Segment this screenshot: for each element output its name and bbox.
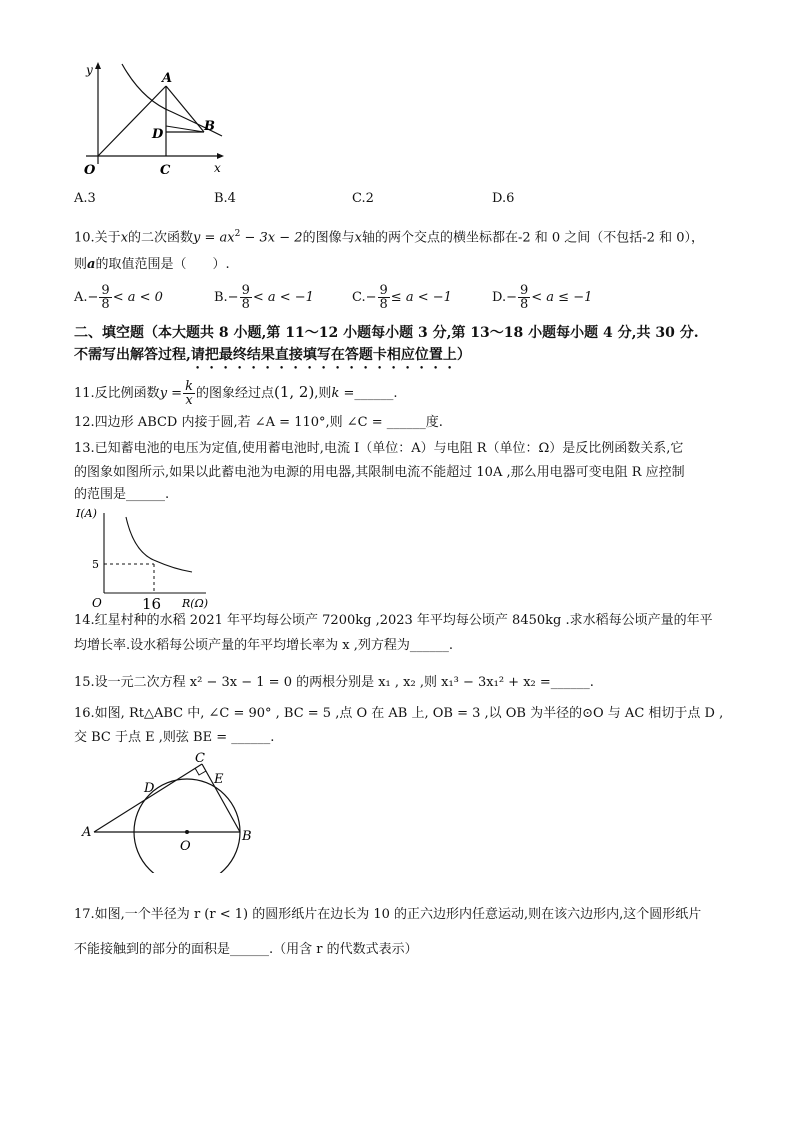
segment-AB <box>166 86 204 132</box>
segment-AC <box>94 764 202 832</box>
q17-line-2: 不能接触到的部分的面积是______.（用含 r 的代数式表示） <box>74 942 418 957</box>
label-y: y <box>86 63 93 77</box>
q9-option-b: B.4 <box>214 191 236 206</box>
section-2-instructions: 不需写出解答过程,请把最终结果直接填写在答题卡相应位置上） <box>74 347 471 363</box>
section-2-title: 二、填空题（本大题共 8 小题,第 11～12 小题每小题 3 分,第 13～18 小题每小题 4 分,共 30 分. <box>74 325 699 341</box>
segment-OA <box>98 86 166 156</box>
label-B: B <box>242 829 252 844</box>
label-C: C <box>195 751 205 766</box>
q10-option-d: D.− $\frac{9}{8}$ < a ≤ −1 <box>492 283 593 312</box>
q10-option-b: B.− $\frac{9}{8}$ < a < −1 <box>214 283 314 312</box>
q14-line-1: 14.红星村种的水稻 2021 年平均每公顷产 7200kg ,2023 年平均每公顷产 8450kg .求水稻每公顷产量的年平 <box>74 613 713 628</box>
q10-option-a: A.− $\frac{9}{8}$ < a < 0 <box>74 283 163 312</box>
q9-option-a: A.3 <box>74 191 96 206</box>
label-O: O <box>84 163 96 178</box>
q16-figure <box>80 748 260 873</box>
q13-line-3: 的范围是______. <box>74 487 170 502</box>
q13-line-1: 13.已知蓄电池的电压为定值,使用蓄电池时,电流 I（单位：A）与电阻 R（单位：Ω）是反比例函数关系,它 <box>74 441 684 456</box>
label-I: I(A) <box>76 507 97 520</box>
x-axis-arrow-icon <box>217 153 224 159</box>
q9-option-d: D.6 <box>492 191 515 206</box>
label-C: C <box>160 163 171 178</box>
q10-option-c: C.− $\frac{9}{8}$ ≤ a < −1 <box>352 283 452 312</box>
q13-line-2: 的图象如图所示,如果以此蓄电池为电源的用电器,其限制电流不能超过 10A ,那么用电器可变电阻 R 应控制 <box>74 465 685 480</box>
label-x: x <box>214 161 221 175</box>
q16-line-2: 交 BC 于点 E ,则弦 BE = ______. <box>74 730 275 745</box>
q9-figure <box>72 60 232 180</box>
q12: 12.四边形 ABCD 内接于圆,若 ∠A = 110°,则 ∠C = ______度. <box>74 415 443 430</box>
label-5: 5 <box>92 558 99 571</box>
label-D: D <box>144 781 155 796</box>
q16-line-1: 16.如图, Rt△ABC 中, ∠C = 90° , BC = 5 ,点 O 在 AB 上, OB = 3 ,以 OB 为半径的⊙O 与 AC 相切于点 D , <box>74 706 724 721</box>
q17-line-1: 17.如图,一个半径为 r (r < 1) 的圆形纸片在边长为 10 的正六边形内任意运动,则在该六边形内,这个圆形纸片 <box>74 907 702 922</box>
segment-OB <box>166 126 204 132</box>
q11: 11.反比例函数y = $\frac{k}{x}$ 的图象经过点(1, 2),则k =______. <box>74 379 398 408</box>
q13-figure <box>74 505 224 615</box>
label-D: D <box>152 127 164 142</box>
q14-line-2: 均增长率.设水稻每公顷产量的年平均增长率为 x ,列方程为______. <box>74 638 453 653</box>
q9-option-c: C.2 <box>352 191 374 206</box>
label-O: O <box>180 839 191 854</box>
label-R: R(Ω) <box>182 597 208 610</box>
label-A: A <box>82 825 92 840</box>
label-16: 16 <box>142 595 162 613</box>
q15: 15.设一元二次方程 x² − 3x − 1 = 0 的两根分别是 x₁ , x₂ ,则 x₁³ − 3x₁² + x₂ =______. <box>74 675 594 690</box>
label-B: B <box>204 119 215 134</box>
label-A: A <box>162 71 173 86</box>
q10-stem-2: 则a的取值范围是（ ）. <box>74 257 230 272</box>
q10-stem: 10.关于x的二次函数$y = ax^2 - 3x - 2$的图像与x轴的两个交点的横坐标都在-2 和 0 之间（不包括-2 和 0）， <box>74 229 704 246</box>
label-E: E <box>214 772 224 787</box>
label-O: O <box>92 596 102 610</box>
y-axis-arrow-icon <box>95 62 101 69</box>
center-dot <box>185 830 189 834</box>
